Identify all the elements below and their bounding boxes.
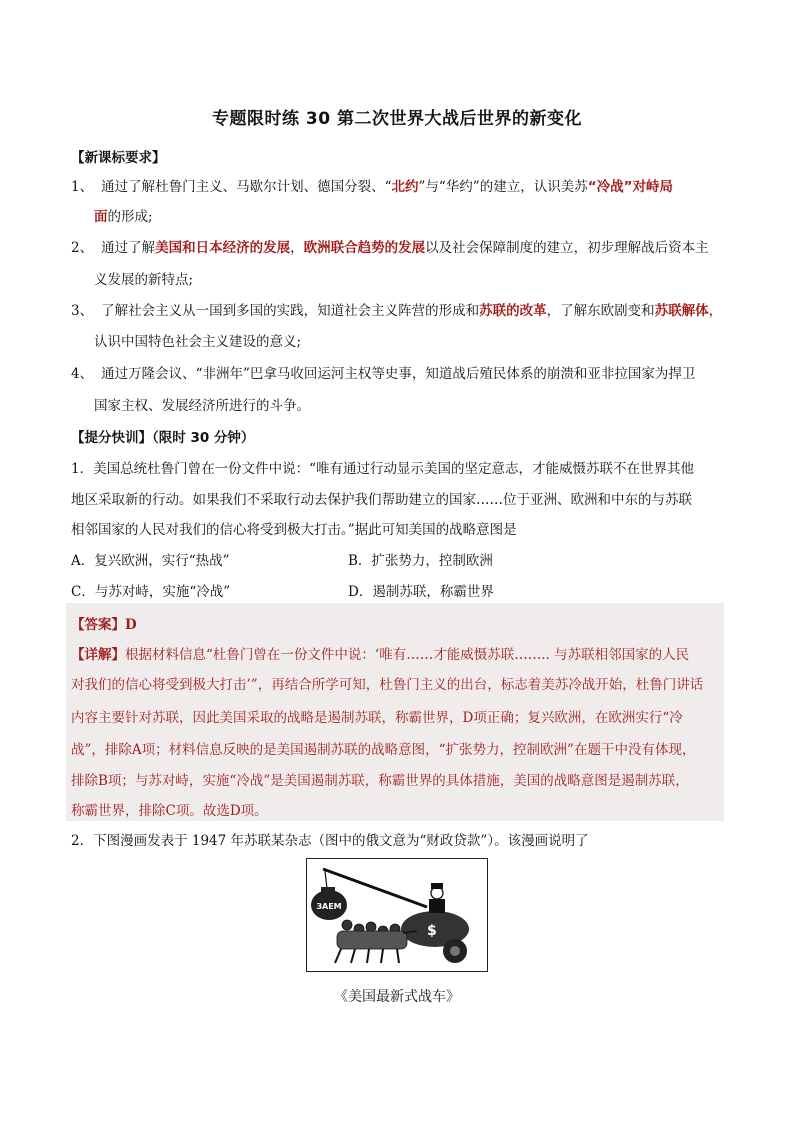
standard-item-4-line-2: 国家主权、发展经济所进行的斗争。 [94, 398, 310, 414]
standard-item-2-line-2: 义发展的新特点; [94, 272, 194, 288]
q1-detail-line-2: 对我们的信心将受到极大打击’”，再结合所学可知，杜鲁门主义的出台，标志着美苏冷战开始，杜鲁门讲话 [71, 677, 704, 693]
q1-detail-line-1: 【详解】根据材料信息“杜鲁门曾在一份文件中说：‘唯有……才能威慑苏联…….. 与苏联相邻国家的人民 [71, 647, 690, 663]
q1-stem-line-3: 相邻国家的人民对我们的信心将受到极大打击。”据此可知美国的战略意图是 [71, 522, 517, 538]
q1-stem-line-1: 1．美国总统杜鲁门曾在一份文件中说：“唯有通过行动显示美国的坚定意志，才能威慑苏联不在世界其他 [71, 461, 694, 477]
page-title: 专题限时练 30 第二次世界大战后世界的新变化 [212, 109, 582, 129]
standard-item-2-line-1: 2、 通过了解美国和日本经济的发展，欧洲联合趋势的发展以及社会保障制度的建立，初步理解战后资本主 [71, 240, 709, 256]
q1-option-a: A．复兴欧洲，实行“热战” [71, 553, 230, 569]
cartoon-caption: 《美国最新式战车》 [334, 989, 460, 1005]
q1-detail-line-4: 战”，排除A项；材料信息反映的是美国遏制苏联的战略意图，“扩张势力，控制欧洲”在题干中没有体现， [71, 742, 696, 758]
q1-option-d: D．遏制苏联，称霸世界 [348, 584, 494, 600]
q1-stem-line-2: 地区采取新的行动。如果我们不采取行动去保护我们帮助建立的国家……位于亚洲、欧洲和中东的与苏联 [71, 492, 692, 508]
q1-detail-line-5: 排除B项；与苏对峙，实施“冷战”是美国遏制苏联，称霸世界的具体措施，美国的战略意图是遏制苏联， [71, 773, 689, 789]
standard-item-4-line-1: 4、 通过万隆会议、“非洲年”巴拿马收回运河主权等史事，知道战后殖民体系的崩溃和亚非拉国家为捍卫 [71, 366, 696, 382]
q1-answer: 【答案】D [71, 617, 137, 633]
standard-item-3-line-2: 认识中国特色社会主义建设的意义; [94, 334, 302, 350]
q2-stem: 2．下图漫画发表于 1947 年苏联某杂志（图中的俄文意为“财政贷款”）。该漫画说明了 [71, 833, 589, 849]
drill-heading: 【提分快训】（限时 30 分钟） [71, 430, 255, 446]
q1-option-b: B．扩张势力，控制欧洲 [348, 553, 493, 569]
q1-detail-line-3: 内容主要针对苏联，因此美国采取的战略是遏制苏联，称霸世界，D项正确；复兴欧洲，在欧洲实行“冷 [71, 710, 683, 726]
cartoon-bag-label: ЗАЕМ [316, 902, 342, 911]
standard-item-3-line-1: 3、 了解社会主义从一国到多国的实践，知道社会主义阵营的形成和苏联的改革，了解东欧剧变和苏联解体， [71, 303, 723, 319]
cartoon-drawing [307, 859, 487, 971]
standard-item-1-line-2: 面的形成; [94, 209, 153, 225]
standards-heading: 【新课标要求】 [71, 150, 166, 166]
standard-item-1-line-1: 1、 通过了解杜鲁门主义、马歇尔计划、德国分裂、“北约”与“华约”的建立，认识美苏“冷战”对峙局 [71, 179, 673, 195]
cartoon-image [306, 858, 488, 972]
q1-option-c: C．与苏对峙，实施“冷战” [71, 584, 231, 600]
cartoon-dollar-sign: $ [427, 923, 437, 939]
q1-detail-line-6: 称霸世界，排除C项。故选D项。 [71, 803, 268, 819]
